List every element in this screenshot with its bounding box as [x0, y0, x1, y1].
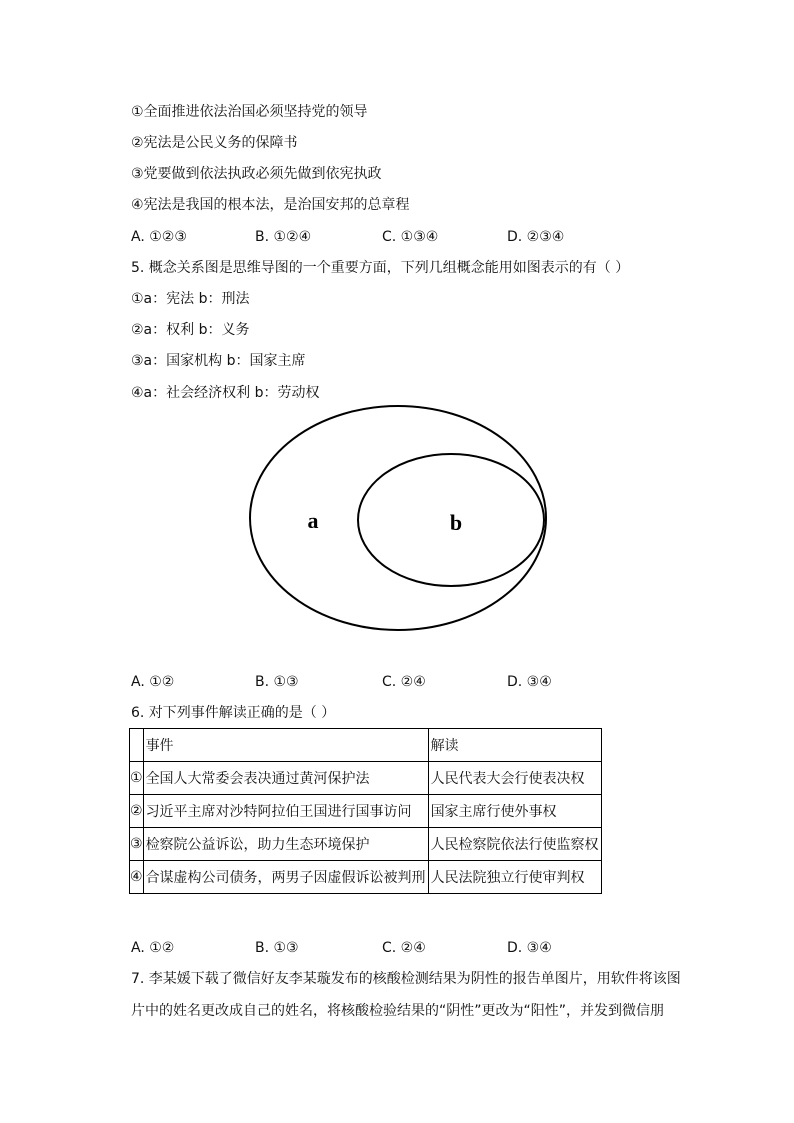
q7-line-1: 7. 李某媛下载了微信好友李某璇发布的核酸检测结果为阴性的报告单图片，用软件将该图 — [131, 971, 681, 987]
inner-label: b — [449, 510, 463, 535]
header-number — [130, 729, 144, 762]
row-event: 检察院公益诉讼，助力生态环境保护 — [143, 828, 428, 861]
outer-label: a — [307, 508, 319, 533]
q5-statement-4: ④a：社会经济权利 b：劳动权 — [131, 385, 320, 401]
q4-option-d[interactable]: D. ②③④ — [507, 229, 565, 245]
q4-statement-1: ①全面推进依法治国必须坚持党的领导 — [131, 104, 368, 120]
q4-statement-2: ②宪法是公民义务的保障书 — [131, 135, 298, 151]
row-event: 习近平主席对沙特阿拉伯王国进行国事访问 — [143, 795, 428, 828]
row-interpretation: 人民检察院依法行使监察权 — [428, 828, 601, 861]
q5-option-b[interactable]: B. ①③ — [255, 674, 299, 690]
q7-line-2: 片中的姓名更改成自己的姓名，将核酸检验结果的“阴性”更改为“阳性”，并发到微信朋 — [131, 1003, 665, 1019]
table-row — [130, 861, 602, 894]
q5-option-c[interactable]: C. ②④ — [382, 674, 426, 690]
q4-option-c[interactable]: C. ①③④ — [382, 229, 439, 245]
header-event: 事件 — [143, 729, 428, 762]
header-interpretation: 解读 — [428, 729, 601, 762]
events-table — [129, 728, 602, 894]
row-event: 全国人大常委会表决通过黄河保护法 — [143, 762, 428, 795]
table-row — [130, 795, 602, 828]
row-number: ③ — [130, 828, 144, 861]
q5-statement-3: ③a：国家机构 b：国家主席 — [131, 353, 306, 369]
row-interpretation: 人民代表大会行使表决权 — [428, 762, 601, 795]
q5-statement-1: ①a：宪法 b：刑法 — [131, 291, 250, 307]
q4-statement-3: ③党要做到依法执政必须先做到依宪执政 — [131, 166, 382, 182]
outer-ellipse — [250, 406, 546, 630]
row-number: ① — [130, 762, 144, 795]
table-header-row — [130, 729, 602, 762]
q4-statement-4: ④宪法是我国的根本法，是治国安邦的总章程 — [131, 197, 410, 213]
q5-option-d[interactable]: D. ③④ — [507, 674, 552, 690]
q4-option-a[interactable]: A. ①②③ — [131, 229, 187, 245]
table-row — [130, 828, 602, 861]
q5-statement-2: ②a：权利 b：义务 — [131, 322, 250, 338]
q5-stem: 5. 概念关系图是思维导图的一个重要方面，下列几组概念能用如图表示的有（ ） — [131, 260, 630, 276]
q6-option-b[interactable]: B. ①③ — [255, 940, 299, 956]
table-row — [130, 762, 602, 795]
q6-option-a[interactable]: A. ①② — [131, 940, 175, 956]
row-number: ④ — [130, 861, 144, 894]
q6-option-c[interactable]: C. ②④ — [382, 940, 426, 956]
row-number: ② — [130, 795, 144, 828]
q6-option-d[interactable]: D. ③④ — [507, 940, 552, 956]
q4-option-b[interactable]: B. ①②④ — [255, 229, 312, 245]
row-event: 合谋虚构公司债务，两男子因虚假诉讼被判刑 — [143, 861, 428, 894]
q5-option-a[interactable]: A. ①② — [131, 674, 175, 690]
row-interpretation: 国家主席行使外事权 — [428, 795, 601, 828]
q6-stem: 6. 对下列事件解读正确的是（ ） — [131, 705, 336, 721]
row-interpretation: 人民法院独立行使审判权 — [428, 861, 601, 894]
